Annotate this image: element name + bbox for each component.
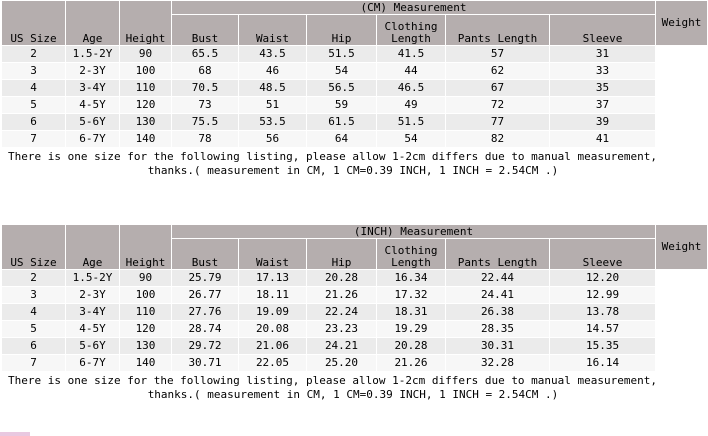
table-row [2, 304, 708, 321]
cell-clothing-length: 17.32 [377, 287, 446, 304]
cell-hip: 64 [307, 131, 377, 148]
cell-bust: 78 [172, 131, 239, 148]
cell-pants-length: 30.31 [446, 338, 550, 355]
cell-sleeve: 12.20 [550, 270, 656, 287]
cell-pants-length: 57 [446, 46, 550, 63]
group-header-row [2, 1, 708, 15]
cell-age: 2-3Y [66, 63, 120, 80]
cell-waist: 22.05 [239, 355, 307, 372]
cell-clothing-length: 20.28 [377, 338, 446, 355]
col-header-age: Age [66, 1, 120, 46]
cell-hip: 51.5 [307, 46, 377, 63]
cell-clothing-length: 54 [377, 131, 446, 148]
cell-bust: 25.79 [172, 270, 239, 287]
cell-us-size: 6 [2, 338, 66, 355]
col-header-us-size: US Size [2, 1, 66, 46]
cell-clothing-length: 16.34 [377, 270, 446, 287]
cell-hip: 56.5 [307, 80, 377, 97]
cell-height: 110 [120, 80, 172, 97]
cell-weight [656, 321, 708, 338]
cell-waist: 17.13 [239, 270, 307, 287]
cell-hip: 61.5 [307, 114, 377, 131]
cell-bust: 75.5 [172, 114, 239, 131]
cell-waist: 48.5 [239, 80, 307, 97]
cell-hip: 22.24 [307, 304, 377, 321]
cell-sleeve: 14.57 [550, 321, 656, 338]
table-row [2, 287, 708, 304]
cell-pants-length: 24.41 [446, 287, 550, 304]
cell-waist: 56 [239, 131, 307, 148]
cell-age: 5-6Y [66, 114, 120, 131]
cell-weight [656, 63, 708, 80]
cm-measurement-table [1, 0, 708, 148]
cell-pants-length: 26.38 [446, 304, 550, 321]
cell-bust: 30.71 [172, 355, 239, 372]
cell-us-size: 5 [2, 97, 66, 114]
cell-age: 6-7Y [66, 131, 120, 148]
cell-sleeve: 33 [550, 63, 656, 80]
cell-us-size: 4 [2, 80, 66, 97]
cell-clothing-length: 19.29 [377, 321, 446, 338]
cell-age: 2-3Y [66, 287, 120, 304]
cell-waist: 46 [239, 63, 307, 80]
cell-sleeve: 39 [550, 114, 656, 131]
cell-height: 130 [120, 114, 172, 131]
col-header-us-size: US Size [2, 225, 66, 270]
cell-height: 140 [120, 131, 172, 148]
cell-weight [656, 355, 708, 372]
cell-pants-length: 22.44 [446, 270, 550, 287]
cell-pants-length: 72 [446, 97, 550, 114]
cell-age: 1.5-2Y [66, 270, 120, 287]
note-line-2: thanks.( measurement in CM, 1 CM=0.39 INCH, 1 INCH = 2.54CM .) [147, 164, 559, 177]
cell-height: 100 [120, 63, 172, 80]
cell-clothing-length: 51.5 [377, 114, 446, 131]
cell-height: 120 [120, 97, 172, 114]
cell-bust: 27.76 [172, 304, 239, 321]
cell-bust: 28.74 [172, 321, 239, 338]
cell-age: 6-7Y [66, 355, 120, 372]
measurement-note [8, 372, 698, 402]
cell-hip: 59 [307, 97, 377, 114]
table-row [2, 46, 708, 63]
cell-sleeve: 13.78 [550, 304, 656, 321]
cell-weight [656, 287, 708, 304]
cell-pants-length: 82 [446, 131, 550, 148]
cell-height: 100 [120, 287, 172, 304]
cell-age: 5-6Y [66, 338, 120, 355]
cell-age: 3-4Y [66, 304, 120, 321]
cell-pants-length: 28.35 [446, 321, 550, 338]
cell-height: 140 [120, 355, 172, 372]
note-line-1: There is one size for the following listing, please allow 1-2cm differs due to manual measurement, [8, 374, 658, 387]
group-header-measurement: (CM) Measurement [172, 1, 656, 15]
cell-bust: 65.5 [172, 46, 239, 63]
col-header-clothing-length: Clothing Length [377, 15, 446, 46]
measurement-note [8, 148, 698, 178]
table-row [2, 355, 708, 372]
cell-clothing-length: 18.31 [377, 304, 446, 321]
cell-hip: 54 [307, 63, 377, 80]
cell-height: 90 [120, 270, 172, 287]
cell-pants-length: 62 [446, 63, 550, 80]
cell-hip: 23.23 [307, 321, 377, 338]
cell-age: 4-5Y [66, 321, 120, 338]
col-header-hip: Hip [307, 239, 377, 270]
table-row [2, 270, 708, 287]
cell-waist: 43.5 [239, 46, 307, 63]
cell-sleeve: 31 [550, 46, 656, 63]
table-row [2, 63, 708, 80]
cell-us-size: 6 [2, 114, 66, 131]
table-row [2, 114, 708, 131]
cell-sleeve: 12.99 [550, 287, 656, 304]
cell-hip: 25.20 [307, 355, 377, 372]
cell-weight [656, 304, 708, 321]
cell-weight [656, 338, 708, 355]
cell-bust: 70.5 [172, 80, 239, 97]
cell-sleeve: 37 [550, 97, 656, 114]
size-chart-inch [0, 224, 708, 402]
cell-age: 3-4Y [66, 80, 120, 97]
cell-weight [656, 97, 708, 114]
cell-bust: 26.77 [172, 287, 239, 304]
cell-waist: 19.09 [239, 304, 307, 321]
page-edge-mark [0, 432, 30, 436]
col-header-height: Height [120, 225, 172, 270]
cell-us-size: 5 [2, 321, 66, 338]
cell-hip: 24.21 [307, 338, 377, 355]
cell-age: 1.5-2Y [66, 46, 120, 63]
col-header-bust: Bust [172, 239, 239, 270]
cell-weight [656, 80, 708, 97]
col-header-pants-length: Pants Length [446, 239, 550, 270]
cell-sleeve: 15.35 [550, 338, 656, 355]
note-line-1: There is one size for the following listing, please allow 1-2cm differs due to manual measurement, [8, 150, 658, 163]
col-header-waist: Waist [239, 239, 307, 270]
cell-hip: 21.26 [307, 287, 377, 304]
cell-waist: 53.5 [239, 114, 307, 131]
cell-height: 110 [120, 304, 172, 321]
cell-age: 4-5Y [66, 97, 120, 114]
cell-bust: 68 [172, 63, 239, 80]
col-header-weight: Weight [656, 1, 708, 46]
cell-waist: 21.06 [239, 338, 307, 355]
cell-us-size: 3 [2, 63, 66, 80]
cell-weight [656, 114, 708, 131]
cell-clothing-length: 46.5 [377, 80, 446, 97]
col-header-sleeve: Sleeve [550, 239, 656, 270]
inch-table-body [2, 270, 708, 372]
cell-height: 90 [120, 46, 172, 63]
size-chart-cm [0, 0, 708, 178]
col-header-height: Height [120, 1, 172, 46]
cell-waist: 51 [239, 97, 307, 114]
table-row [2, 97, 708, 114]
cell-height: 130 [120, 338, 172, 355]
note-line-2: thanks.( measurement in CM, 1 CM=0.39 INCH, 1 INCH = 2.54CM .) [147, 388, 559, 401]
group-header-measurement: (INCH) Measurement [172, 225, 656, 239]
col-header-clothing-length: Clothing Length [377, 239, 446, 270]
cell-bust: 73 [172, 97, 239, 114]
cell-clothing-length: 41.5 [377, 46, 446, 63]
cell-hip: 20.28 [307, 270, 377, 287]
cell-height: 120 [120, 321, 172, 338]
cell-pants-length: 32.28 [446, 355, 550, 372]
cell-waist: 18.11 [239, 287, 307, 304]
col-header-pants-length: Pants Length [446, 15, 550, 46]
cell-bust: 29.72 [172, 338, 239, 355]
col-header-weight: Weight [656, 225, 708, 270]
table-row [2, 321, 708, 338]
cell-us-size: 3 [2, 287, 66, 304]
cell-us-size: 7 [2, 355, 66, 372]
cell-us-size: 2 [2, 270, 66, 287]
col-header-sleeve: Sleeve [550, 15, 656, 46]
col-header-bust: Bust [172, 15, 239, 46]
cell-sleeve: 16.14 [550, 355, 656, 372]
cell-weight [656, 270, 708, 287]
inch-measurement-table [1, 224, 708, 372]
col-header-hip: Hip [307, 15, 377, 46]
table-row [2, 80, 708, 97]
cell-us-size: 7 [2, 131, 66, 148]
cell-clothing-length: 44 [377, 63, 446, 80]
table-row [2, 131, 708, 148]
cell-sleeve: 41 [550, 131, 656, 148]
cell-pants-length: 77 [446, 114, 550, 131]
cell-weight [656, 131, 708, 148]
cell-clothing-length: 49 [377, 97, 446, 114]
col-header-waist: Waist [239, 15, 307, 46]
cell-pants-length: 67 [446, 80, 550, 97]
cell-us-size: 4 [2, 304, 66, 321]
cell-weight [656, 46, 708, 63]
cell-sleeve: 35 [550, 80, 656, 97]
table-row [2, 338, 708, 355]
cell-us-size: 2 [2, 46, 66, 63]
group-header-row [2, 225, 708, 239]
cell-waist: 20.08 [239, 321, 307, 338]
cm-table-body [2, 46, 708, 148]
cell-clothing-length: 21.26 [377, 355, 446, 372]
col-header-age: Age [66, 225, 120, 270]
